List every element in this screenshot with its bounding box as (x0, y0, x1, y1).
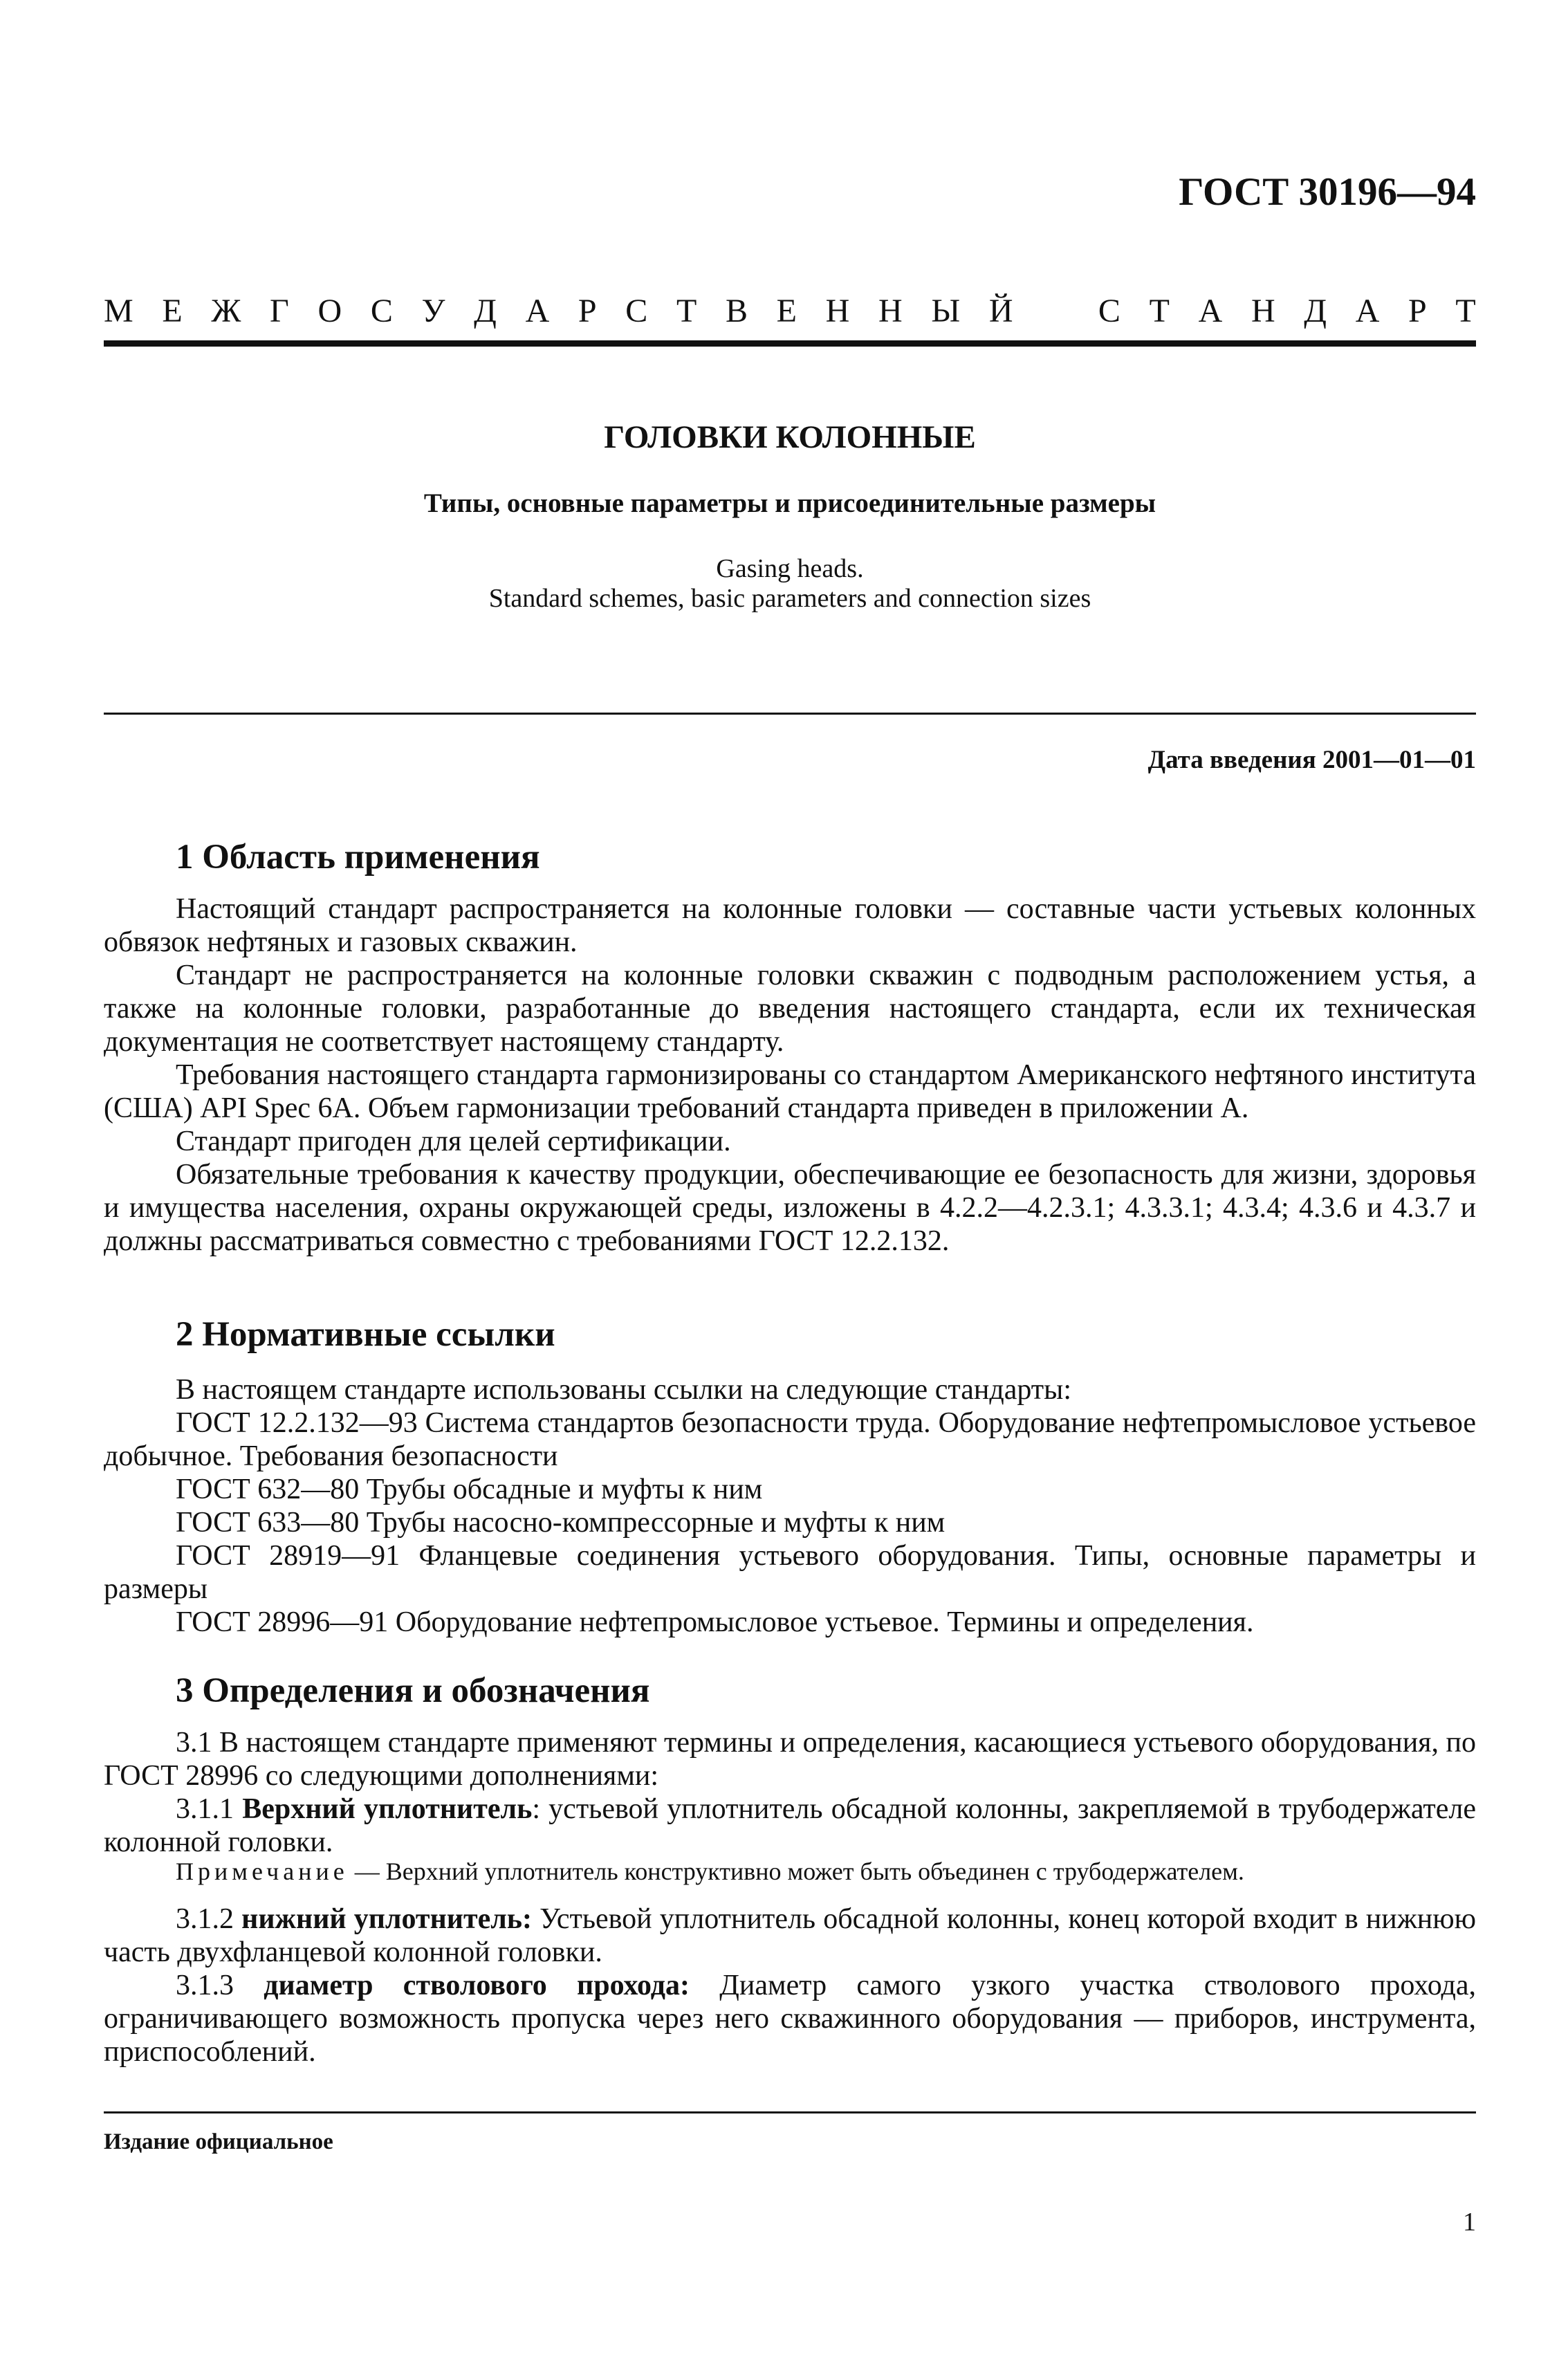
header-letter: Д (474, 293, 497, 329)
section-1-body (104, 892, 1476, 1258)
title-divider (104, 713, 1476, 715)
section-3-heading: 3 Определения и обозначения (176, 1671, 650, 1710)
document-title: ГОЛОВКИ КОЛОННЫЕ (604, 419, 976, 455)
document-subtitle: Типы, основные параметры и присоединительные размеры (423, 488, 1156, 518)
header-letter: А (525, 293, 550, 329)
paragraph: В настоящем стандарте использованы ссылки на следующие стандарты: (176, 1374, 1072, 1406)
header-letter: Ж (211, 293, 241, 329)
paragraph: Стандарт пригоден для целей сертификации. (176, 1126, 731, 1157)
document-code: ГОСТ 30196—94 (1179, 170, 1476, 214)
paragraph-3-1-2 (104, 1902, 1476, 1969)
header-letter: Н (878, 293, 903, 329)
term: диаметр стволового прохода: (264, 1970, 690, 2001)
note-label: Примечание (176, 1858, 349, 1885)
header-letter: Т (676, 293, 697, 329)
reference-item: ГОСТ 633—80 Трубы насосно-компрессорные и муфты к ним (176, 1507, 946, 1539)
header-letter: Д (1304, 293, 1327, 329)
document-page (104, 0, 1476, 2357)
introduction-date: Дата введения 2001—01—01 (1147, 746, 1476, 774)
definition: : устьевой уплотнитель обсадной колонны, закрепляемой в трубодержателе колонной головки. (104, 1793, 1476, 1858)
header-letter: Р (1408, 293, 1427, 329)
header-letter: Ы (931, 293, 961, 329)
definition: Устьевой уплотнитель обсадной колонны, конец которой входит в нижнюю часть двухфланцевой колонной головки. (104, 1903, 1476, 1968)
english-title-line-1: Gasing heads. (716, 554, 864, 583)
header-rule (104, 340, 1476, 347)
header-letter: О (317, 293, 342, 329)
header-letter: С (370, 293, 393, 329)
header-letter: Т (1455, 293, 1476, 329)
definition: Диаметр самого узкого участка стволового прохода, ограничивающего возможность пропуска через него скважинного оборудования — приборов, инструмента, приспособлений. (104, 1970, 1476, 2068)
paragraph: Требования настоящего стандарта гармонизированы со стандартом Американского нефтяного института (США) API Spec 6A. Объем гармонизации требований стандарта приведен в приложении А. (104, 1059, 1476, 1124)
term: нижний уплотнитель: (241, 1903, 532, 1935)
header-letter: У (421, 293, 445, 329)
clause-number: 3.1.1 (176, 1793, 234, 1825)
reference-item: ГОСТ 28919—91 Фланцевые соединения устьевого оборудования. Типы, основные параметры и размеры (104, 1540, 1476, 1605)
section-2-heading: 2 Нормативные ссылки (176, 1315, 555, 1354)
header-letter: С (1098, 293, 1120, 329)
header-letter: А (1198, 293, 1223, 329)
note (104, 1857, 1476, 1886)
paragraph: Обязательные требования к качеству продукции, обеспечивающие ее безопасность для жизни, здоровья и имущества населения, охраны окружающей среды, изложены в 4.2.2—4.2.3.1; 4.3.3.1; 4.3.4; 4.3.6 и 4.3.7 и должны рассматриваться совместно с требованиями ГОСТ 12.2.132. (104, 1159, 1476, 1257)
term: Верхний уплотнитель (242, 1793, 533, 1825)
header-letter: В (725, 293, 748, 329)
header-letter: Т (1149, 293, 1170, 329)
header-letter: Н (1251, 293, 1275, 329)
header-letter: Р (578, 293, 597, 329)
reference-item: ГОСТ 28996—91 Оборудование нефтепромысловое устьевое. Термины и определения. (176, 1606, 1254, 1638)
header-letter: Й (988, 293, 1013, 329)
section-3-body (104, 1726, 1476, 1859)
standard-type-header (104, 292, 1476, 330)
paragraph-3-1-3 (104, 1969, 1476, 2069)
note-text: — Верхний уплотнитель конструктивно может быть объединен с трубодержателем. (348, 1858, 1244, 1885)
header-letter: Н (825, 293, 850, 329)
header-gap (1042, 292, 1069, 330)
header-letter: М (104, 293, 133, 329)
footer-rule (104, 2111, 1476, 2113)
paragraph-3-1-1 (104, 1792, 1476, 1859)
reference-item: ГОСТ 632—80 Трубы обсадные и муфты к ним (176, 1474, 763, 1505)
clause-number: 3.1.2 (176, 1903, 234, 1935)
paragraph-3-1: 3.1 В настоящем стандарте применяют термины и определения, касающиеся устьевого оборудования, по ГОСТ 28996 со следующими дополнениями: (104, 1727, 1476, 1792)
header-letter: А (1355, 293, 1380, 329)
english-title-line-2: Standard schemes, basic parameters and connection sizes (488, 584, 1091, 613)
section-1-heading: 1 Область применения (176, 838, 540, 877)
paragraph: Стандарт не распространяется на колонные головки скважин с подводным расположением устья, а также на колонные головки, разработанные до введения настоящего стандарта, если их техническая документация не соответствует настоящему стандарту. (104, 960, 1476, 1058)
section-3-body-continued (104, 1902, 1476, 2069)
header-letter: Е (162, 293, 183, 329)
header-letter: Е (776, 293, 797, 329)
section-2-body (104, 1373, 1476, 1639)
clause-number: 3.1.3 (176, 1970, 234, 2001)
paragraph: Настоящий стандарт распространяется на колонные головки — составные части устьевых колонных обвязок нефтяных и газовых скважин. (104, 893, 1476, 958)
header-letter: Г (270, 293, 289, 329)
page-number: 1 (1463, 2208, 1476, 2237)
reference-item: ГОСТ 12.2.132—93 Система стандартов безопасности труда. Оборудование нефтепромысловое устьевое добычное. Требования безопасности (104, 1407, 1476, 1472)
official-edition-label: Издание официальное (104, 2129, 333, 2154)
header-letter: С (625, 293, 648, 329)
